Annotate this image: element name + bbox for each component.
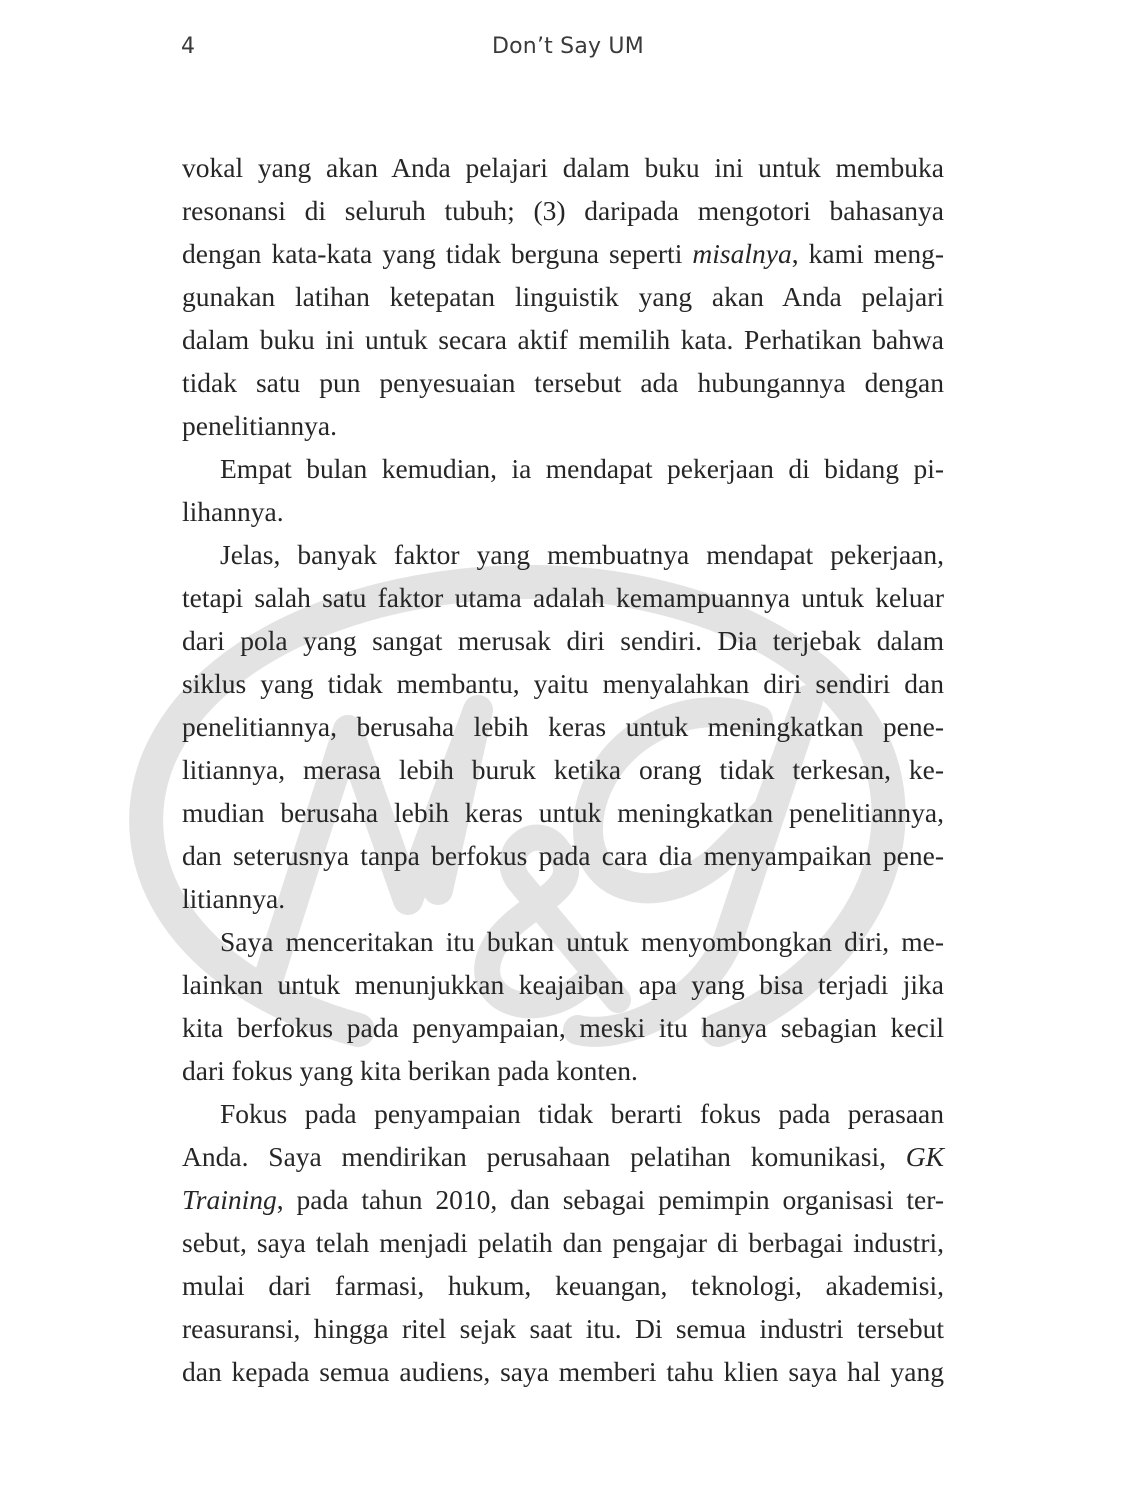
text-line — [182, 146, 944, 189]
text-segment: Saya menceritakan itu bukan untuk menyombongkan diri, me- — [220, 926, 944, 957]
text-line — [182, 361, 944, 404]
page-number: 4 — [181, 34, 196, 59]
text-line — [182, 1178, 944, 1221]
text-line — [182, 619, 944, 662]
text-segment: sebut, saya telah menjadi pelatih dan pengajar di berbagai industri, — [182, 1227, 944, 1258]
text-segment: Fokus pada penyampaian tidak berarti fokus pada perasaan — [220, 1098, 944, 1129]
text-segment: dan kepada semua audiens, saya memberi tahu klien saya hal yang — [182, 1356, 944, 1387]
italic-text: GK — [905, 1141, 944, 1172]
text-segment: lainkan untuk menunjukkan keajaiban apa yang bisa terjadi jika — [182, 969, 944, 1000]
text-line — [182, 963, 944, 1006]
text-segment: mulai dari farmasi, hukum, keuangan, teknologi, akademisi, — [182, 1270, 944, 1301]
text-segment: lihannya. — [182, 496, 284, 527]
text-line — [182, 920, 944, 963]
text-segment: dan seterusnya tanpa berfokus pada cara dia menyampaikan pene- — [182, 840, 944, 871]
text-line — [182, 490, 944, 533]
text-line — [182, 275, 944, 318]
text-segment: resonansi di seluruh tubuh; (3) daripada mengotori bahasanya — [182, 195, 944, 226]
text-line — [182, 1221, 944, 1264]
text-segment: tetapi salah satu faktor utama adalah kemampuannya untuk keluar — [182, 582, 944, 613]
text-line — [182, 447, 944, 490]
text-segment: Empat bulan kemudian, ia mendapat pekerjaan di bidang pi- — [220, 453, 944, 484]
text-line — [182, 318, 944, 361]
text-segment: dengan kata-kata yang tidak berguna seperti — [182, 238, 693, 269]
text-segment: penelitiannya. — [182, 410, 338, 441]
text-segment: reasuransi, hingga ritel sejak saat itu. Di semua industri tersebut — [182, 1313, 944, 1344]
text-line — [182, 1006, 944, 1049]
text-line — [182, 189, 944, 232]
body-text — [182, 146, 944, 1393]
text-line — [182, 1307, 944, 1350]
text-segment: dalam buku ini untuk secara aktif memilih kata. Perhatikan bahwa — [182, 324, 944, 355]
text-segment: litiannya, merasa lebih buruk ketika orang tidak terkesan, ke- — [182, 754, 944, 785]
text-segment: vokal yang akan Anda pelajari dalam buku ini untuk membuka — [182, 152, 944, 183]
book-title: Don’t Say UM — [492, 34, 644, 59]
text-segment: tidak satu pun penyesuaian tersebut ada hubungannya dengan — [182, 367, 944, 398]
text-line — [182, 1264, 944, 1307]
text-segment: , pada tahun 2010, dan sebagai pemimpin organisasi ter- — [276, 1184, 944, 1215]
text-line — [182, 1092, 944, 1135]
text-line — [182, 877, 944, 920]
text-line — [182, 1049, 944, 1092]
text-segment: litiannya. — [182, 883, 286, 914]
paragraph — [182, 920, 944, 1092]
text-line — [182, 404, 944, 447]
text-segment: siklus yang tidak membantu, yaitu menyalahkan diri sendiri dan — [182, 668, 944, 699]
text-line — [182, 834, 944, 877]
paragraph — [182, 146, 944, 447]
paragraph — [182, 533, 944, 920]
text-segment: dari pola yang sangat merusak diri sendiri. Dia terjebak dalam — [182, 625, 944, 656]
text-line — [182, 1135, 944, 1178]
text-segment: , kami meng- — [791, 238, 944, 269]
text-segment: dari fokus yang kita berikan pada konten. — [182, 1055, 638, 1086]
italic-text: Training — [182, 1184, 277, 1215]
italic-text: misalnya — [692, 238, 792, 269]
text-line — [182, 705, 944, 748]
text-segment: mudian berusaha lebih keras untuk meningkatkan penelitiannya, — [182, 797, 944, 828]
text-line — [182, 576, 944, 619]
text-line — [182, 662, 944, 705]
paragraph — [182, 447, 944, 533]
text-segment: Anda. Saya mendirikan perusahaan pelatihan komunikasi, — [182, 1141, 906, 1172]
text-line — [182, 232, 944, 275]
text-line — [182, 1350, 944, 1393]
text-line — [182, 748, 944, 791]
text-segment: Jelas, banyak faktor yang membuatnya mendapat pekerjaan, — [220, 539, 944, 570]
text-segment: gunakan latihan ketepatan linguistik yang akan Anda pelajari — [182, 281, 944, 312]
running-header — [0, 34, 1144, 68]
text-line — [182, 791, 944, 834]
paragraph — [182, 1092, 944, 1393]
text-segment: kita berfokus pada penyampaian, meski itu hanya sebagian kecil — [182, 1012, 944, 1043]
text-segment: penelitiannya, berusaha lebih keras untuk meningkatkan pene- — [182, 711, 944, 742]
text-line — [182, 533, 944, 576]
